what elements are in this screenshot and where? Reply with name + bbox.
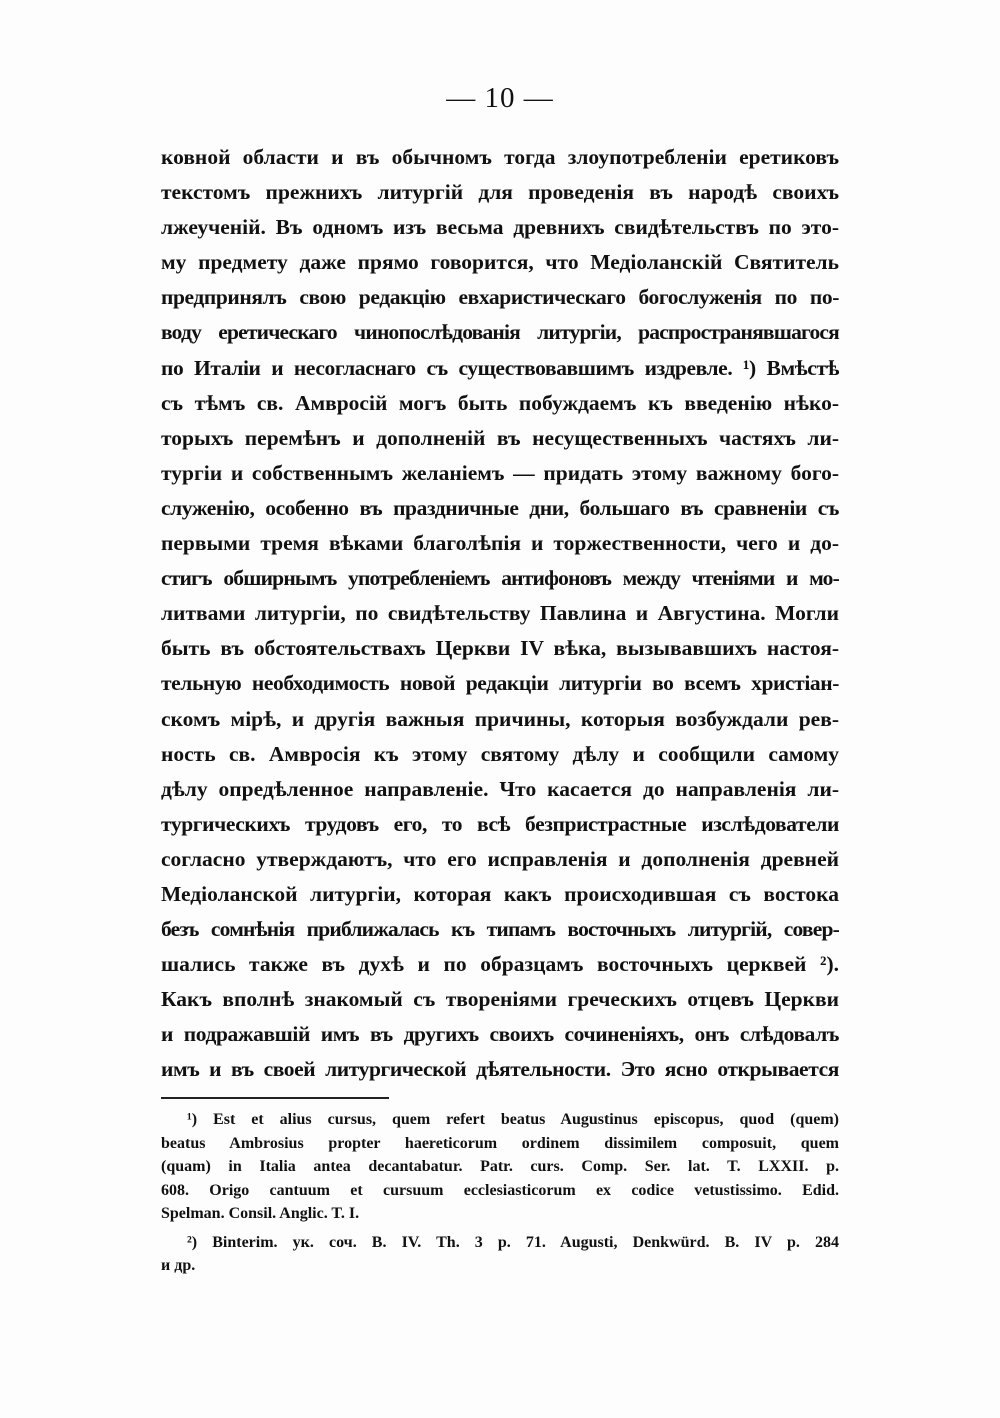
- text-line: предпринялъ свою редакцію евхаристическаго богослуженія по по-: [161, 285, 839, 310]
- text-line: дѣлу опредѣленное направленіе. Что касается до направленія ли-: [161, 776, 839, 801]
- text-line: Какъ вполнѣ знакомый съ твореніями греческихъ отцевъ Церкви: [161, 987, 839, 1012]
- footnote-2-line: ²) Binterim. ук. соч. B. IV. Th. 3 p. 71. Augusti, Denkwürd. B. IV p. 284: [187, 1233, 839, 1251]
- text-line: торыхъ перемѣнъ и дополненій въ несущественныхъ частяхъ ли-: [161, 425, 839, 450]
- text-line: согласно утверждаютъ, что его исправленія и дополненія древней: [161, 846, 839, 871]
- text-line: быть въ обстоятельствахъ Церкви IV вѣка, вызывавшихъ настоя-: [161, 636, 839, 661]
- footnote-1-line: beatus Ambrosius propter haereticorum ordinem dissimilem composuit, quem: [161, 1134, 839, 1152]
- text-line: ковной области и въ обычномъ тогда злоупотребленіи еретиковъ: [161, 145, 839, 169]
- text-line: Медіоланской литургіи, которая какъ происходившая съ востока: [161, 881, 839, 906]
- footnote-separator: [161, 1097, 389, 1099]
- text-line: литвами литургіи, по свидѣтельству Павлина и Августина. Могли: [161, 601, 839, 626]
- text-line: му предмету даже прямо говорится, что Медіоланскій Святитель: [161, 250, 839, 275]
- text-line: воду еретическаго чинопослѣдованія литургіи, распространявшагося: [161, 320, 839, 345]
- footnote-2-line: и др.: [161, 1257, 196, 1274]
- text-line: служенію, особенно въ праздничные дни, большаго въ сравненіи съ: [161, 495, 839, 520]
- text-line: имъ и въ своей литургической дѣятельности. Это ясно открывается: [161, 1057, 839, 1082]
- text-line: тургіи и собственнымъ желаніемъ — придать этому важному бого-: [161, 460, 839, 485]
- main-text: [161, 140, 839, 1088]
- text-line: шались также въ духѣ и по образцамъ восточныхъ церквей ²).: [161, 952, 839, 977]
- text-line: безъ сомнѣнія приближалась къ типамъ восточныхъ литургій, совер-: [161, 917, 839, 942]
- text-line: скомъ мірѣ, и другія важныя причины, которыя возбуждали рев-: [161, 706, 839, 731]
- text-line: тельную необходимость новой редакціи литургіи во всемъ христіан-: [161, 671, 839, 696]
- footnote-1-line: 608. Origo cantuum et cursuum ecclesiasticorum ex codice vetustissimo. Edid.: [161, 1181, 839, 1199]
- footnote-1-line: Spelman. Consil. Anglic. T. I.: [161, 1205, 360, 1222]
- page-number: — 10 —: [446, 82, 554, 114]
- text-line: тургическихъ трудовъ его, то всѣ безпристрастные изслѣдователи: [161, 811, 839, 836]
- text-line: по Италіи и несогласнаго съ существовавшимъ издревле. ¹) Вмѣстѣ: [161, 355, 839, 380]
- text-line: первыми тремя вѣками благолѣпія и торжественности, чего и до-: [161, 531, 839, 556]
- footnotes: [161, 1108, 839, 1278]
- text-line: текстомъ прежнихъ литургій для проведенія въ народѣ своихъ: [161, 180, 839, 205]
- text-line: и подражавшій имъ въ другихъ своихъ сочиненіяхъ, онъ слѣдовалъ: [161, 1022, 839, 1047]
- text-line: ность св. Амвросія къ этому святому дѣлу и сообщили самому: [161, 741, 839, 766]
- footnote-1-line: ¹) Est et alius cursus, quem refert beatus Augustinus episcopus, quod (quem): [187, 1111, 839, 1128]
- footnote-1-line: (quam) in Italia antea decantabatur. Patr. curs. Comp. Ser. lat. T. LXXII. p.: [161, 1158, 839, 1175]
- text-line: лжеученій. Въ одномъ изъ весьма древнихъ свидѣтельствъ по это-: [161, 215, 839, 240]
- text-line: стигъ обширнымъ употребленіемъ антифоновъ между чтеніями и мо-: [161, 566, 839, 591]
- text-line: съ тѣмъ св. Амвросій могъ быть побуждаемъ къ введенію нѣко-: [161, 390, 839, 415]
